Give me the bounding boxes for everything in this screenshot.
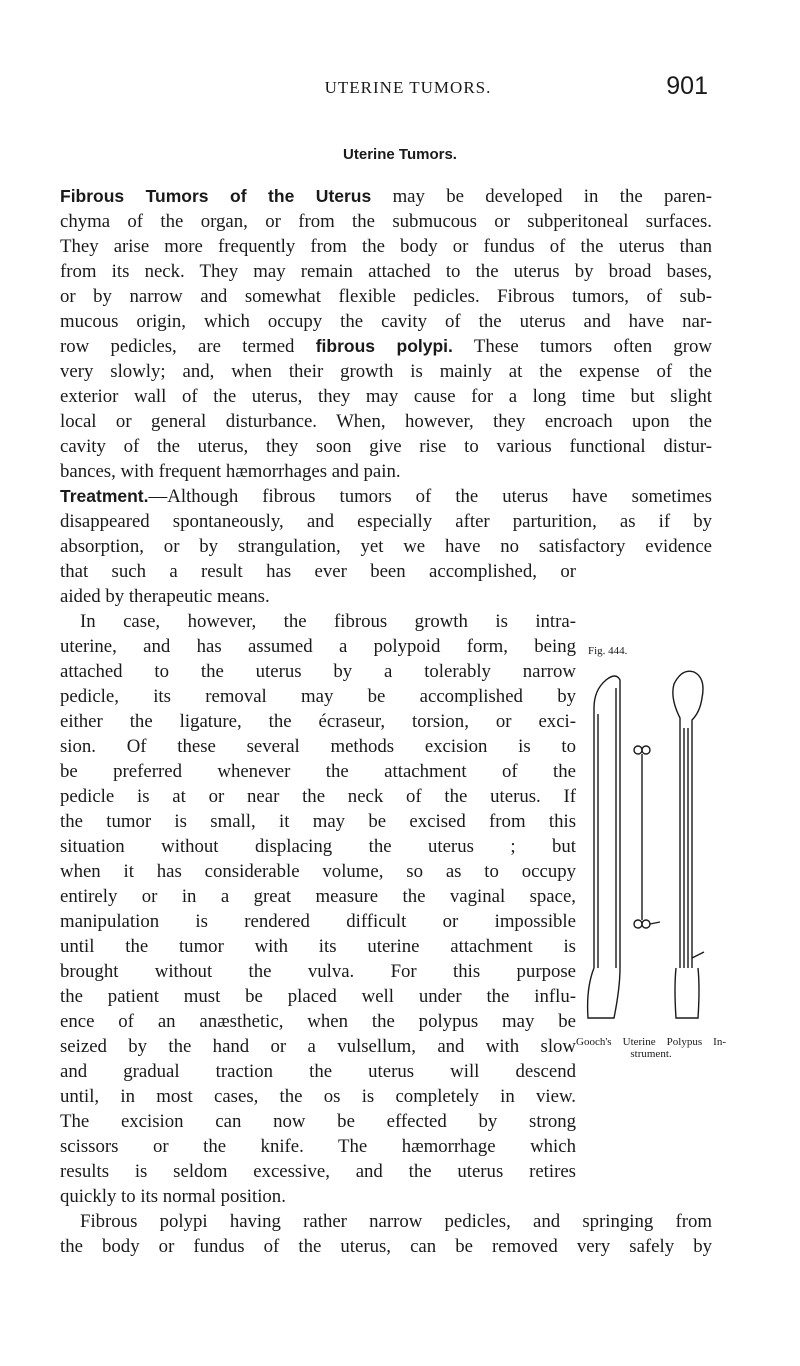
text-line: Treatment.—Although fibrous tumors of the uterus have sometimes [60,486,712,507]
text-line: absorption, or by strangulation, yet we have no satisfactory evidence [60,536,712,557]
text-line: scissors or the knife. The hæmorrhage which [60,1136,576,1157]
text-line: or by narrow and somewhat flexible pedicles. Fibrous tumors, of sub- [60,286,712,307]
text-line: until the tumor with its uterine attachment is [60,936,576,957]
text-line: and gradual traction the uterus will descend [60,1061,576,1082]
heading-fibrous-tumors: Fibrous Tumors of the Uterus [60,186,372,206]
text-line: mucous origin, which occupy the cavity of the uterus and have nar- [60,311,712,332]
text-line: bances, with frequent hæmorrhages and pain. [60,461,401,482]
text-line: quickly to its normal position. [60,1186,286,1207]
text-line: the body or fundus of the uterus, can be removed very safely by [60,1236,712,1257]
text-line: the patient must be placed well under the influ- [60,986,576,1007]
text-line: until, in most cases, the os is completely in view. [60,1086,576,1107]
text-line: exterior wall of the uterus, they may cause for a long time but slight [60,386,712,407]
text-line: entirely or in a great measure the vaginal space, [60,886,576,907]
text-line: The excision can now be effected by strong [60,1111,576,1132]
term-fibrous-polypi: fibrous polypi. [315,336,453,356]
text-line: manipulation is rendered difficult or impossible [60,911,576,932]
text-line: aided by therapeutic means. [60,586,270,607]
text-line: pedicle is at or near the neck of the uterus. If [60,786,576,807]
text-line: Fibrous Tumors of the Uterus may be developed in the paren- [60,186,712,207]
text-line: attached to the uterus by a tolerably narrow [60,661,576,682]
text-line: disappeared spontaneously, and especially after parturition, as if by [60,511,712,532]
text-line: They arise more frequently from the body or fundus of the uterus than [60,236,712,257]
text-line: sion. Of these several methods excision is to [60,736,576,757]
text-line: In case, however, the fibrous growth is intra- [80,611,576,632]
text-line: ence of an anæsthetic, when the polypus may be [60,1011,576,1032]
text-line: row pedicles, are termed fibrous polypi. These tumors often grow [60,336,712,357]
text-line: results is seldom excessive, and the uterus retires [60,1161,576,1182]
page-header [0,72,800,106]
text-line: that such a result has ever been accomplished, or [60,561,576,582]
text-line: either the ligature, the écraseur, torsion, or exci- [60,711,576,732]
figure-caption: Gooch's Uterine Polypus In- strument. [576,1036,726,1060]
text-line: cavity of the uterus, they soon give rise to various functional distur- [60,436,712,457]
text-line: local or general disturbance. When, however, they encroach upon the [60,411,712,432]
text-line: be preferred whenever the attachment of the [60,761,576,782]
text-line: Fibrous polypi having rather narrow pedicles, and springing from [80,1211,712,1232]
text-line: chyma of the organ, or from the submucous or subperitoneal surfaces. [60,211,712,232]
text-line: seized by the hand or a vulsellum, and with slow [60,1036,576,1057]
heading-treatment: Treatment. [60,486,149,506]
text-line: from its neck. They may remain attached to the uterus by broad bases, [60,261,712,282]
section-title: Uterine Tumors. [343,146,457,163]
text-line: when it has considerable volume, so as to occupy [60,861,576,882]
text-line: uterine, and has assumed a polypoid form, being [60,636,576,657]
page-number: 901 [666,72,708,100]
running-title: UTERINE TUMORS. [324,78,492,97]
polypus-instrument-illustration [586,668,726,1038]
text-line: situation without displacing the uterus ; but [60,836,576,857]
figure-label: Fig. 444. [588,645,628,657]
text-line: brought without the vulva. For this purpose [60,961,576,982]
text-line: the tumor is small, it may be excised from this [60,811,576,832]
text-line: very slowly; and, when their growth is mainly at the expense of the [60,361,712,382]
text-line: pedicle, its removal may be accomplished by [60,686,576,707]
